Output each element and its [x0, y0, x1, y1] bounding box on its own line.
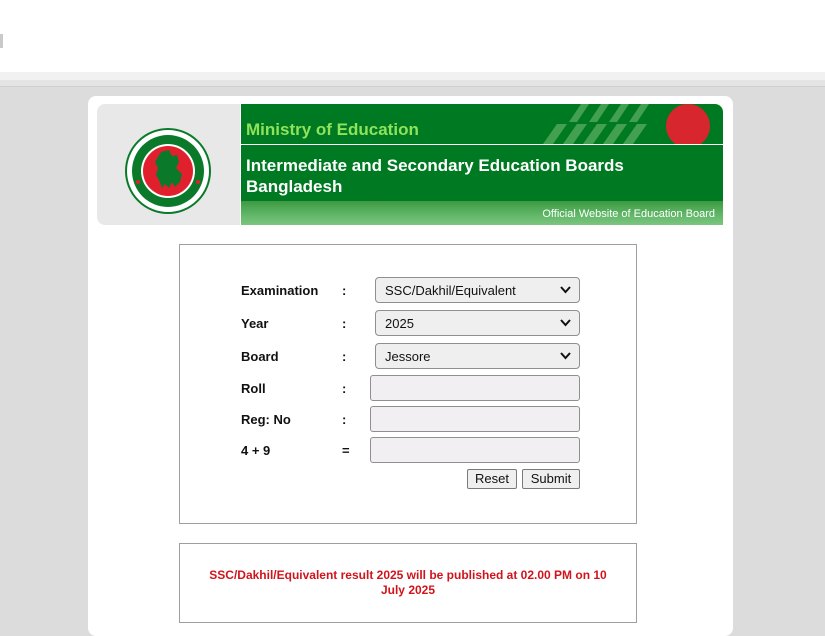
captcha-question: 4 + 9 [241, 443, 271, 458]
ministry-banner [241, 104, 723, 144]
reset-button[interactable]: Reset [467, 469, 517, 489]
chevron-down-icon [560, 316, 571, 330]
chevron-down-icon [560, 283, 571, 297]
ministry-title: Ministry of Education [246, 120, 419, 139]
browser-divider-shadow [0, 80, 825, 87]
government-seal-icon [125, 128, 211, 214]
year-colon: : [342, 316, 347, 331]
year-selected-value: 2025 [385, 316, 414, 331]
banner-decoration [523, 104, 723, 144]
examination-colon: : [342, 283, 347, 298]
examination-selected-value: SSC/Dakhil/Equivalent [385, 283, 516, 298]
roll-row [241, 375, 581, 401]
board-banner [241, 145, 723, 201]
window-edge-mark [0, 34, 3, 48]
reg-row [241, 406, 581, 432]
roll-input[interactable] [370, 375, 580, 401]
reg-no-input[interactable] [370, 406, 580, 432]
examination-label: Examination [241, 283, 319, 298]
browser-divider [0, 72, 825, 80]
board-colon: : [342, 349, 347, 364]
examination-row [241, 277, 581, 303]
logo-panel [97, 104, 240, 225]
chevron-down-icon [560, 349, 571, 363]
roll-colon: : [342, 381, 347, 396]
reg-no-colon: : [342, 412, 347, 427]
captcha-row [241, 437, 581, 463]
board-selected-value: Jessore [385, 349, 431, 364]
roll-label: Roll [241, 381, 266, 396]
year-row [241, 310, 581, 336]
main-page-card [88, 96, 733, 636]
board-label: Board [241, 349, 279, 364]
submit-button[interactable]: Submit [522, 469, 580, 489]
official-website-label: Official Website of Education Board [542, 208, 715, 220]
result-publish-notice: SSC/Dakhil/Equivalent result 2025 will be published at 02.00 PM on 10 July 2025 [209, 568, 607, 597]
official-banner [241, 201, 723, 225]
board-row [241, 343, 581, 369]
reg-no-label: Reg: No [241, 412, 291, 427]
board-title: Intermediate and Secondary Education Boards Bangladesh [246, 156, 624, 196]
year-select[interactable] [375, 310, 580, 336]
site-header [97, 104, 723, 225]
captcha-answer-input[interactable] [370, 437, 580, 463]
examination-select[interactable] [375, 277, 580, 303]
result-search-form [179, 244, 637, 524]
year-label: Year [241, 316, 269, 331]
browser-top-area [0, 0, 825, 72]
notice-panel [179, 543, 637, 623]
captcha-equals: = [342, 443, 350, 458]
board-select[interactable] [375, 343, 580, 369]
